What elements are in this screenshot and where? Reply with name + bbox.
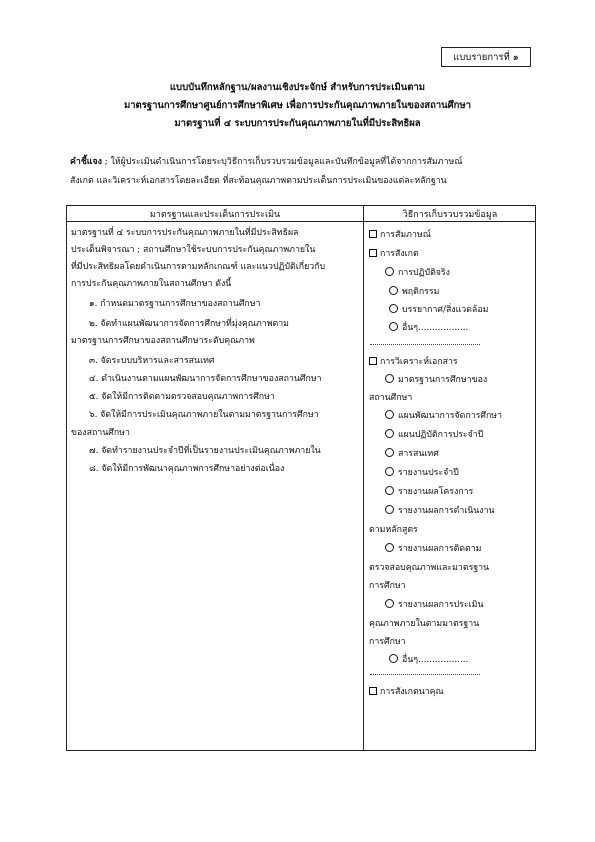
observation-label: การสังเกต (380, 249, 419, 259)
method-focus-group[interactable] (369, 684, 444, 698)
project-report-radio[interactable] (385, 486, 394, 495)
practice-radio[interactable] (385, 267, 394, 276)
left-item-6-cont: ของสถานศึกษา (71, 428, 130, 438)
education-plan-label: แผนพัฒนาการจัดการศึกษา (398, 411, 503, 421)
focus-group-label: การสังเกตนาคุณ (380, 687, 444, 697)
left-item-7: ๗. จัดทำรายงานประจำปีที่เป็นรายงานประเมินคุณภาพภายใน (89, 446, 321, 456)
doc-education-plan[interactable] (385, 408, 502, 422)
header-divider (67, 221, 535, 222)
information-label: สารสนเทศ (398, 449, 439, 459)
behavior-radio[interactable] (389, 286, 398, 295)
doc-internal-assessment-report[interactable] (385, 597, 483, 611)
doc-monitoring-report-cont-2: การศึกษา (369, 581, 406, 591)
left-line-consideration-3: การประกันคุณภาพภายในสถานศึกษา ดังนี้ (71, 279, 232, 289)
separator-2 (370, 674, 480, 675)
atmosphere-radio[interactable] (389, 304, 398, 313)
information-radio[interactable] (385, 448, 394, 457)
method-interview[interactable] (369, 227, 431, 241)
left-line-standard: มาตรฐานที่ ๔ ระบบการประกันคุณภาพภายในที่มีประสิทธิผล (71, 228, 299, 238)
annual-report-label: รายงานประจำปี (398, 468, 459, 478)
title-line-1: แบบบันทึกหลักฐาน/ผลงานเชิงประจักษ์ สำหรับการประเมินตาม (169, 82, 426, 93)
doc-monitoring-report[interactable] (385, 541, 481, 555)
doc-information[interactable] (385, 446, 439, 460)
behavior-label: พฤติกรรม (402, 287, 440, 297)
doc-other-label: อื่นๆ.................. (402, 655, 469, 665)
doc-project-report[interactable] (385, 484, 473, 498)
annual-action-plan-label: แผนปฏิบัติการประจำปี (398, 430, 484, 440)
left-item-4: ๔. ดำเนินงานตามแผนพัฒนาการจัดการศึกษาของสถานศึกษา (89, 374, 322, 384)
doc-annual-action-plan[interactable] (385, 427, 483, 441)
method-document-analysis[interactable] (369, 354, 458, 368)
left-item-2-cont: มาตรฐานการศึกษาของสถานศึกษาระดับคุณภาพ (71, 336, 255, 346)
internal-assessment-radio[interactable] (385, 599, 394, 608)
left-line-consideration: ประเด็นพิจารณา ; สถานศึกษาใช้ระบบการประกันคุณภาพภายใน (71, 245, 316, 255)
observation-other[interactable] (389, 320, 468, 334)
observation-other-radio[interactable] (389, 322, 398, 331)
column-header-method: วิธีการเก็บรวบรวมข้อมูล (402, 210, 498, 220)
document-analysis-label: การวิเคราะห์เอกสาร (380, 357, 458, 367)
left-item-8: ๘. จัดให้มีการพัฒนาคุณภาพการศึกษาอย่างต่อเนื่อง (89, 464, 285, 474)
form-number-box: แบบรายการที่ ๑ (441, 47, 531, 67)
atmosphere-label: บรรยากาศ/สิ่งแวดล้อม (402, 305, 489, 315)
observation-other-label: อื่นๆ.................. (402, 323, 469, 333)
left-item-6: ๖. จัดให้มีการประเมินคุณภาพภายในตามมาตรฐานการศึกษา (89, 410, 319, 420)
instruction-line-1 (70, 154, 540, 168)
left-item-3: ๓. จัดระบบบริหารและสารสนเทศ (89, 356, 215, 366)
instruction-label: คำชี้แจง (70, 157, 102, 167)
doc-curriculum-report[interactable] (385, 503, 495, 517)
document-analysis-checkbox[interactable] (369, 357, 377, 365)
curriculum-report-label: รายงานผลการดำเนินงาน (398, 506, 495, 516)
instruction-line-2: สังเกต และวิเคราะห์เอกสารโดยละเอียด ที่สะท้อนคุณภาพตามประเด็นการประเมินของแต่ละหลักฐาน (70, 176, 447, 186)
project-report-label: รายงานผลโครงการ (398, 487, 474, 497)
evidence-table (66, 205, 536, 751)
focus-group-checkbox[interactable] (369, 687, 377, 695)
method-observation[interactable] (369, 246, 419, 260)
school-standard-label: มาตรฐานการศึกษาของ (398, 375, 488, 385)
doc-internal-assessment-cont-2: การศึกษา (369, 637, 406, 647)
doc-internal-assessment-cont-1: คุณภาพภายในตามมาตรฐาน (369, 619, 480, 629)
doc-curriculum-report-cont: ตามหลักสูตร (369, 525, 418, 535)
column-header-standard: มาตรฐานและประเด็นการประเมิน (149, 210, 281, 220)
doc-other[interactable] (389, 652, 468, 666)
title-line-2: มาตรฐานการศึกษาศูนย์การศึกษาพิเศษ เพื่อการประกันคุณภาพภายในของสถานศึกษา (123, 100, 472, 111)
internal-assessment-label: รายงานผลการประเมิน (398, 600, 484, 610)
practice-label: การปฏิบัติจริง (398, 268, 450, 278)
left-item-2: ๒. จัดทำแผนพัฒนาการจัดการศึกษาที่มุ่งคุณภาพตาม (89, 319, 289, 329)
interview-checkbox[interactable] (369, 230, 377, 238)
curriculum-report-radio[interactable] (385, 505, 394, 514)
interview-label: การสัมภาษณ์ (380, 230, 431, 240)
school-standard-radio[interactable] (385, 374, 394, 383)
observation-practice[interactable] (385, 265, 450, 279)
title-line-3: มาตรฐานที่ ๔ ระบบการประกันคุณภาพภายในที่มีประสิทธิผล (174, 118, 421, 129)
left-line-consideration-2: ที่มีประสิทธิผลโดยดำเนินการตามหลักเกณฑ์ และแนวปฏิบัติเกี่ยวกับ (71, 262, 326, 272)
observation-checkbox[interactable] (369, 249, 377, 257)
observation-behavior[interactable] (389, 284, 439, 298)
monitoring-report-label: รายงานผลการติดตาม (398, 544, 482, 554)
left-item-1: ๑. กำหนดมาตรฐานการศึกษาของสถานศึกษา (89, 299, 261, 309)
annual-action-plan-radio[interactable] (385, 429, 394, 438)
left-item-5: ๕. จัดให้มีการติดตามตรวจสอบคุณภาพการศึกษา (89, 392, 275, 402)
observation-atmosphere[interactable] (389, 302, 488, 316)
doc-school-standard-cont: สถานศึกษา (369, 393, 413, 403)
doc-monitoring-report-cont-1: ตรวจสอบคุณภาพและมาตรฐาน (369, 563, 490, 573)
doc-school-standard[interactable] (385, 372, 487, 386)
education-plan-radio[interactable] (385, 410, 394, 419)
monitoring-report-radio[interactable] (385, 543, 394, 552)
annual-report-radio[interactable] (385, 467, 394, 476)
column-divider (363, 206, 364, 750)
doc-other-radio[interactable] (389, 654, 398, 663)
instruction-text-1: ; ให้ผู้ประเมินดำเนินการโดยระบุวิธีการเก็บรวบรวมข้อมูลและบันทึกข้อมูลที่ได้จากการสัมภาษณ์ (101, 157, 463, 167)
separator-1 (370, 344, 480, 345)
doc-annual-report[interactable] (385, 465, 459, 479)
